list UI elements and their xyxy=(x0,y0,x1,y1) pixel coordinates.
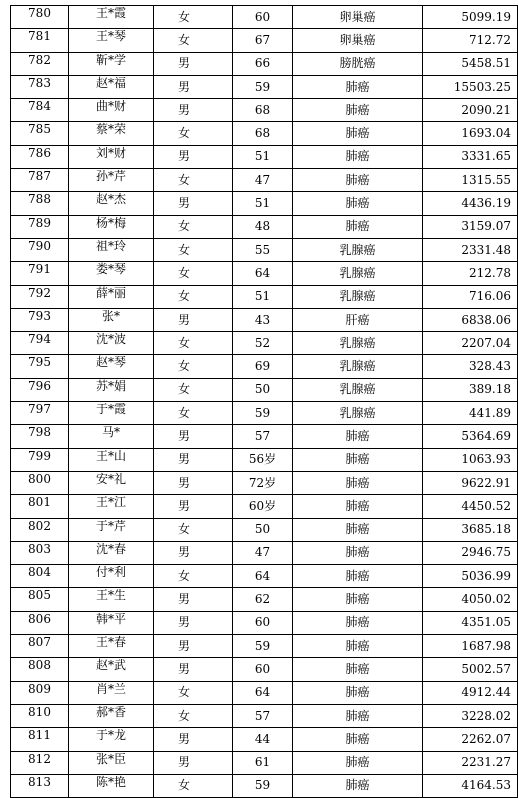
patient-name-cell: 娄*琴 xyxy=(69,262,154,285)
age-cell: 59 xyxy=(233,774,293,797)
patient-name-cell: 赵*琴 xyxy=(69,355,154,378)
age-cell: 72岁 xyxy=(233,471,293,494)
sex-cell: 男 xyxy=(154,728,233,751)
row-number-cell: 800 xyxy=(11,471,69,494)
amount-cell: 2946.75 xyxy=(423,541,518,564)
age-cell: 59 xyxy=(233,402,293,425)
table-row xyxy=(11,658,518,681)
row-number-cell: 812 xyxy=(11,751,69,774)
row-number-cell: 789 xyxy=(11,215,69,238)
patient-name-cell: 靳*学 xyxy=(69,52,154,75)
patient-name-cell: 曲*财 xyxy=(69,99,154,122)
table-row xyxy=(11,588,518,611)
sex-cell: 男 xyxy=(154,448,233,471)
diagnosis-cell: 乳腺癌 xyxy=(293,262,423,285)
sex-cell: 女 xyxy=(154,29,233,52)
diagnosis-cell: 肺癌 xyxy=(293,611,423,634)
diagnosis-cell: 肺癌 xyxy=(293,774,423,797)
amount-cell: 1687.98 xyxy=(423,635,518,658)
patient-name-cell: 杨*梅 xyxy=(69,215,154,238)
age-cell: 59 xyxy=(233,75,293,98)
patient-name-cell: 韩*平 xyxy=(69,611,154,634)
amount-cell: 2331.48 xyxy=(423,238,518,261)
amount-cell: 9622.91 xyxy=(423,471,518,494)
table-row xyxy=(11,52,518,75)
age-cell: 51 xyxy=(233,145,293,168)
diagnosis-cell: 肺癌 xyxy=(293,541,423,564)
table-row xyxy=(11,751,518,774)
table-row xyxy=(11,332,518,355)
sex-cell: 男 xyxy=(154,658,233,681)
diagnosis-cell: 肺癌 xyxy=(293,704,423,727)
diagnosis-cell: 乳腺癌 xyxy=(293,332,423,355)
diagnosis-cell: 肺癌 xyxy=(293,588,423,611)
age-cell: 52 xyxy=(233,332,293,355)
diagnosis-cell: 肺癌 xyxy=(293,728,423,751)
row-number-cell: 794 xyxy=(11,332,69,355)
row-number-cell: 792 xyxy=(11,285,69,308)
amount-cell: 5002.57 xyxy=(423,658,518,681)
amount-cell: 328.43 xyxy=(423,355,518,378)
row-number-cell: 780 xyxy=(11,6,69,29)
row-number-cell: 811 xyxy=(11,728,69,751)
diagnosis-cell: 膀胱癌 xyxy=(293,52,423,75)
table-row xyxy=(11,611,518,634)
diagnosis-cell: 肺癌 xyxy=(293,635,423,658)
table-row xyxy=(11,308,518,331)
table-row xyxy=(11,541,518,564)
age-cell: 64 xyxy=(233,565,293,588)
row-number-cell: 795 xyxy=(11,355,69,378)
age-cell: 47 xyxy=(233,541,293,564)
patient-name-cell: 于*芹 xyxy=(69,518,154,541)
row-number-cell: 801 xyxy=(11,495,69,518)
sex-cell: 男 xyxy=(154,635,233,658)
sex-cell: 女 xyxy=(154,122,233,145)
table-row xyxy=(11,215,518,238)
table-row xyxy=(11,75,518,98)
patient-name-cell: 张*臣 xyxy=(69,751,154,774)
sex-cell: 女 xyxy=(154,704,233,727)
age-cell: 55 xyxy=(233,238,293,261)
sex-cell: 女 xyxy=(154,262,233,285)
sex-cell: 女 xyxy=(154,355,233,378)
amount-cell: 3331.65 xyxy=(423,145,518,168)
diagnosis-cell: 肺癌 xyxy=(293,192,423,215)
row-number-cell: 791 xyxy=(11,262,69,285)
age-cell: 48 xyxy=(233,215,293,238)
diagnosis-cell: 肺癌 xyxy=(293,658,423,681)
row-number-cell: 786 xyxy=(11,145,69,168)
sex-cell: 女 xyxy=(154,169,233,192)
age-cell: 68 xyxy=(233,122,293,145)
patient-name-cell: 安*礼 xyxy=(69,471,154,494)
amount-cell: 5036.99 xyxy=(423,565,518,588)
table-row xyxy=(11,704,518,727)
age-cell: 44 xyxy=(233,728,293,751)
sex-cell: 女 xyxy=(154,681,233,704)
row-number-cell: 810 xyxy=(11,704,69,727)
sex-cell: 男 xyxy=(154,145,233,168)
table-row xyxy=(11,425,518,448)
patient-name-cell: 肖*兰 xyxy=(69,681,154,704)
age-cell: 60 xyxy=(233,6,293,29)
sex-cell: 女 xyxy=(154,402,233,425)
sex-cell: 男 xyxy=(154,588,233,611)
row-number-cell: 807 xyxy=(11,635,69,658)
amount-cell: 212.78 xyxy=(423,262,518,285)
sex-cell: 女 xyxy=(154,774,233,797)
diagnosis-cell: 乳腺癌 xyxy=(293,355,423,378)
row-number-cell: 787 xyxy=(11,169,69,192)
patient-name-cell: 蔡*荣 xyxy=(69,122,154,145)
patient-name-cell: 孙*芹 xyxy=(69,169,154,192)
table-row xyxy=(11,285,518,308)
table-row xyxy=(11,238,518,261)
row-number-cell: 796 xyxy=(11,378,69,401)
age-cell: 67 xyxy=(233,29,293,52)
amount-cell: 4436.19 xyxy=(423,192,518,215)
table-row xyxy=(11,402,518,425)
table-row xyxy=(11,518,518,541)
diagnosis-cell: 肺癌 xyxy=(293,471,423,494)
sex-cell: 女 xyxy=(154,518,233,541)
patient-table xyxy=(10,5,518,798)
diagnosis-cell: 卵巢癌 xyxy=(293,29,423,52)
amount-cell: 1693.04 xyxy=(423,122,518,145)
amount-cell: 15503.25 xyxy=(423,75,518,98)
patient-table-page xyxy=(10,5,511,798)
table-row xyxy=(11,29,518,52)
patient-name-cell: 付*利 xyxy=(69,565,154,588)
diagnosis-cell: 肺癌 xyxy=(293,681,423,704)
patient-name-cell: 祖*玲 xyxy=(69,238,154,261)
amount-cell: 5364.69 xyxy=(423,425,518,448)
patient-name-cell: 马* xyxy=(69,425,154,448)
table-row xyxy=(11,6,518,29)
sex-cell: 男 xyxy=(154,425,233,448)
amount-cell: 2262.07 xyxy=(423,728,518,751)
table-row xyxy=(11,728,518,751)
sex-cell: 男 xyxy=(154,52,233,75)
diagnosis-cell: 乳腺癌 xyxy=(293,402,423,425)
patient-name-cell: 张* xyxy=(69,308,154,331)
diagnosis-cell: 乳腺癌 xyxy=(293,378,423,401)
patient-name-cell: 王*江 xyxy=(69,495,154,518)
age-cell: 57 xyxy=(233,704,293,727)
diagnosis-cell: 肺癌 xyxy=(293,518,423,541)
row-number-cell: 805 xyxy=(11,588,69,611)
sex-cell: 男 xyxy=(154,308,233,331)
age-cell: 43 xyxy=(233,308,293,331)
patient-name-cell: 沈*春 xyxy=(69,541,154,564)
patient-name-cell: 王*生 xyxy=(69,588,154,611)
sex-cell: 男 xyxy=(154,541,233,564)
amount-cell: 2207.04 xyxy=(423,332,518,355)
sex-cell: 女 xyxy=(154,6,233,29)
amount-cell: 441.89 xyxy=(423,402,518,425)
table-row xyxy=(11,355,518,378)
patient-name-cell: 王*山 xyxy=(69,448,154,471)
sex-cell: 男 xyxy=(154,471,233,494)
age-cell: 66 xyxy=(233,52,293,75)
diagnosis-cell: 肺癌 xyxy=(293,425,423,448)
amount-cell: 4050.02 xyxy=(423,588,518,611)
diagnosis-cell: 肝癌 xyxy=(293,308,423,331)
diagnosis-cell: 肺癌 xyxy=(293,145,423,168)
amount-cell: 4450.52 xyxy=(423,495,518,518)
amount-cell: 3159.07 xyxy=(423,215,518,238)
row-number-cell: 797 xyxy=(11,402,69,425)
diagnosis-cell: 肺癌 xyxy=(293,169,423,192)
sex-cell: 女 xyxy=(154,332,233,355)
sex-cell: 女 xyxy=(154,238,233,261)
diagnosis-cell: 肺癌 xyxy=(293,99,423,122)
row-number-cell: 782 xyxy=(11,52,69,75)
amount-cell: 4164.53 xyxy=(423,774,518,797)
age-cell: 62 xyxy=(233,588,293,611)
amount-cell: 5458.51 xyxy=(423,52,518,75)
patient-name-cell: 沈*波 xyxy=(69,332,154,355)
sex-cell: 男 xyxy=(154,192,233,215)
table-row xyxy=(11,774,518,797)
table-row xyxy=(11,145,518,168)
age-cell: 59 xyxy=(233,635,293,658)
patient-name-cell: 于*龙 xyxy=(69,728,154,751)
amount-cell: 4912.44 xyxy=(423,681,518,704)
row-number-cell: 806 xyxy=(11,611,69,634)
row-number-cell: 809 xyxy=(11,681,69,704)
row-number-cell: 804 xyxy=(11,565,69,588)
row-number-cell: 813 xyxy=(11,774,69,797)
amount-cell: 1315.55 xyxy=(423,169,518,192)
table-body xyxy=(11,6,518,798)
table-row xyxy=(11,262,518,285)
row-number-cell: 803 xyxy=(11,541,69,564)
amount-cell: 3685.18 xyxy=(423,518,518,541)
table-row xyxy=(11,169,518,192)
amount-cell: 3228.02 xyxy=(423,704,518,727)
row-number-cell: 793 xyxy=(11,308,69,331)
age-cell: 68 xyxy=(233,99,293,122)
diagnosis-cell: 肺癌 xyxy=(293,495,423,518)
age-cell: 64 xyxy=(233,262,293,285)
patient-name-cell: 薛*丽 xyxy=(69,285,154,308)
patient-name-cell: 于*霞 xyxy=(69,402,154,425)
sex-cell: 女 xyxy=(154,378,233,401)
patient-name-cell: 陈*艳 xyxy=(69,774,154,797)
sex-cell: 男 xyxy=(154,495,233,518)
age-cell: 64 xyxy=(233,681,293,704)
age-cell: 47 xyxy=(233,169,293,192)
amount-cell: 389.18 xyxy=(423,378,518,401)
diagnosis-cell: 肺癌 xyxy=(293,122,423,145)
amount-cell: 4351.05 xyxy=(423,611,518,634)
table-row xyxy=(11,681,518,704)
diagnosis-cell: 乳腺癌 xyxy=(293,238,423,261)
diagnosis-cell: 卵巢癌 xyxy=(293,6,423,29)
table-row xyxy=(11,565,518,588)
diagnosis-cell: 肺癌 xyxy=(293,448,423,471)
table-row xyxy=(11,471,518,494)
sex-cell: 男 xyxy=(154,75,233,98)
age-cell: 61 xyxy=(233,751,293,774)
row-number-cell: 799 xyxy=(11,448,69,471)
row-number-cell: 783 xyxy=(11,75,69,98)
sex-cell: 女 xyxy=(154,565,233,588)
patient-name-cell: 郝*香 xyxy=(69,704,154,727)
diagnosis-cell: 乳腺癌 xyxy=(293,285,423,308)
row-number-cell: 790 xyxy=(11,238,69,261)
sex-cell: 男 xyxy=(154,751,233,774)
table-row xyxy=(11,99,518,122)
sex-cell: 女 xyxy=(154,215,233,238)
diagnosis-cell: 肺癌 xyxy=(293,751,423,774)
age-cell: 60 xyxy=(233,611,293,634)
patient-name-cell: 王*霞 xyxy=(69,6,154,29)
age-cell: 56岁 xyxy=(233,448,293,471)
amount-cell: 716.06 xyxy=(423,285,518,308)
row-number-cell: 808 xyxy=(11,658,69,681)
patient-name-cell: 王*春 xyxy=(69,635,154,658)
amount-cell: 5099.19 xyxy=(423,6,518,29)
age-cell: 51 xyxy=(233,285,293,308)
row-number-cell: 802 xyxy=(11,518,69,541)
age-cell: 60 xyxy=(233,658,293,681)
row-number-cell: 784 xyxy=(11,99,69,122)
amount-cell: 2231.27 xyxy=(423,751,518,774)
row-number-cell: 781 xyxy=(11,29,69,52)
sex-cell: 男 xyxy=(154,99,233,122)
age-cell: 50 xyxy=(233,378,293,401)
row-number-cell: 788 xyxy=(11,192,69,215)
sex-cell: 女 xyxy=(154,285,233,308)
amount-cell: 2090.21 xyxy=(423,99,518,122)
patient-name-cell: 苏*娟 xyxy=(69,378,154,401)
table-row xyxy=(11,635,518,658)
amount-cell: 1063.93 xyxy=(423,448,518,471)
amount-cell: 6838.06 xyxy=(423,308,518,331)
table-row xyxy=(11,192,518,215)
amount-cell: 712.72 xyxy=(423,29,518,52)
patient-name-cell: 赵*福 xyxy=(69,75,154,98)
age-cell: 51 xyxy=(233,192,293,215)
table-row xyxy=(11,448,518,471)
age-cell: 69 xyxy=(233,355,293,378)
diagnosis-cell: 肺癌 xyxy=(293,75,423,98)
table-row xyxy=(11,378,518,401)
age-cell: 57 xyxy=(233,425,293,448)
patient-name-cell: 王*琴 xyxy=(69,29,154,52)
sex-cell: 男 xyxy=(154,611,233,634)
patient-name-cell: 赵*武 xyxy=(69,658,154,681)
age-cell: 60岁 xyxy=(233,495,293,518)
patient-name-cell: 赵*杰 xyxy=(69,192,154,215)
table-row xyxy=(11,122,518,145)
row-number-cell: 785 xyxy=(11,122,69,145)
table-row xyxy=(11,495,518,518)
patient-name-cell: 刘*财 xyxy=(69,145,154,168)
row-number-cell: 798 xyxy=(11,425,69,448)
diagnosis-cell: 肺癌 xyxy=(293,215,423,238)
diagnosis-cell: 肺癌 xyxy=(293,565,423,588)
age-cell: 50 xyxy=(233,518,293,541)
